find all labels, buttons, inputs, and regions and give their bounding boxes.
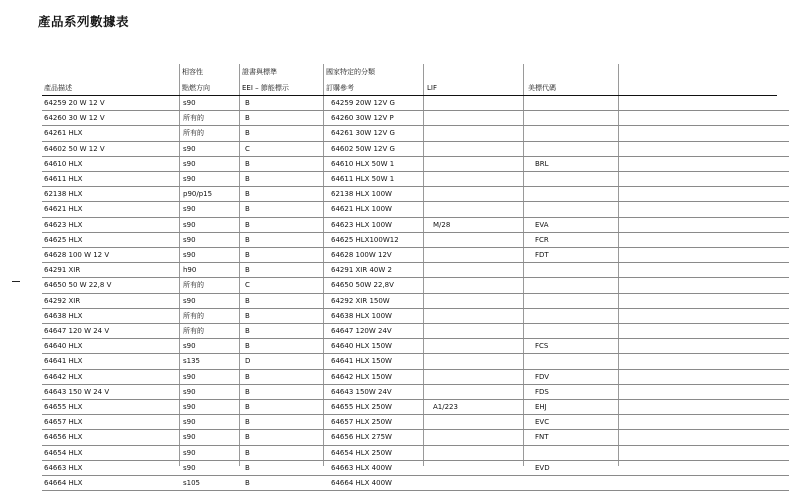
cell-us-code: FNT [533,430,630,445]
table-row [42,156,789,171]
table-row [42,415,789,430]
cell-desc: 64628 100 W 12 V [42,248,181,263]
cell-desc: 64654 HLX [42,445,181,460]
column-header-lif: LIF [427,84,437,92]
cell-us-code: EVA [533,217,630,232]
cell-desc: 64259 20 W 12 V [42,96,181,111]
cell-lif [431,476,533,491]
cell-order-ref: 64640 HLX 150W [329,339,431,354]
cell-order-ref: 64621 HLX 100W [329,202,431,217]
table-row [42,111,789,126]
cell-desc: 64664 HLX [42,476,181,491]
cell-empty [630,172,789,187]
cell-burn: s90 [181,248,243,263]
cell-empty [630,202,789,217]
cell-order-ref: 64611 HLX 50W 1 [329,172,431,187]
cell-burn: 所有的 [181,278,243,293]
table-row [42,278,789,293]
cell-order-ref: 64655 HLX 250W [329,400,431,415]
cell-us-code: EHJ [533,400,630,415]
column-header-burn: 點燃方向 [182,84,210,92]
cell-eei: B [243,400,329,415]
cell-lif [431,156,533,171]
cell-burn: 所有的 [181,324,243,339]
cell-desc: 64641 HLX [42,354,181,369]
group-header-compat: 相容性 [182,68,203,76]
table-row [42,141,789,156]
cell-eei: B [243,202,329,217]
table-row [42,96,789,111]
cell-eei: B [243,384,329,399]
cell-lif [431,248,533,263]
cell-eei: B [243,415,329,430]
cell-us-code [533,111,630,126]
cell-burn: s90 [181,232,243,247]
cell-lif [431,96,533,111]
cell-eei: B [243,96,329,111]
cell-lif [431,354,533,369]
cell-desc: 64611 HLX [42,172,181,187]
cell-empty [630,460,789,475]
table-row [42,460,789,475]
cell-eei: B [243,217,329,232]
cell-empty [630,445,789,460]
group-header-country: 國家特定的分類 [326,68,375,76]
cell-burn: s90 [181,369,243,384]
cell-burn: s90 [181,217,243,232]
cell-empty [630,96,789,111]
cell-us-code [533,141,630,156]
cell-burn: s90 [181,339,243,354]
cell-burn: s90 [181,172,243,187]
cell-order-ref: 64654 HLX 250W [329,445,431,460]
cell-burn: p90/p15 [181,187,243,202]
cell-order-ref: 64259 20W 12V G [329,96,431,111]
cell-empty [630,476,789,491]
cell-us-code [533,308,630,323]
cell-desc: 64656 HLX [42,430,181,445]
table-row [42,445,789,460]
cell-empty [630,369,789,384]
cell-lif [431,111,533,126]
column-header-order-ref: 訂購參考 [326,84,354,92]
cell-us-code: BRL [533,156,630,171]
cell-burn: s90 [181,293,243,308]
cell-desc: 64642 HLX [42,369,181,384]
cell-desc: 62138 HLX [42,187,181,202]
cell-eei: B [243,369,329,384]
cell-order-ref: 64628 100W 12V [329,248,431,263]
cell-desc: 64663 HLX [42,460,181,475]
cell-desc: 64655 HLX [42,400,181,415]
cell-eei: B [243,476,329,491]
cell-us-code [533,172,630,187]
cell-eei: B [243,111,329,126]
cell-empty [630,324,789,339]
table-row [42,400,789,415]
cell-burn: s105 [181,476,243,491]
cell-order-ref: 64292 XIR 150W [329,293,431,308]
cell-empty [630,415,789,430]
cell-order-ref: 64647 120W 24V [329,324,431,339]
table-row [42,126,789,141]
cell-desc: 64643 150 W 24 V [42,384,181,399]
cell-order-ref: 64642 HLX 150W [329,369,431,384]
cell-empty [630,278,789,293]
cell-lif [431,384,533,399]
cell-desc: 64291 XIR [42,263,181,278]
cell-empty [630,263,789,278]
cell-eei: B [243,232,329,247]
cell-eei: B [243,293,329,308]
table-row [42,293,789,308]
cell-desc: 64292 XIR [42,293,181,308]
cell-order-ref: 64650 50W 22,8V [329,278,431,293]
cell-lif [431,187,533,202]
cell-empty [630,126,789,141]
cell-us-code [533,476,630,491]
cell-us-code [533,126,630,141]
cell-lif [431,369,533,384]
cell-empty [630,232,789,247]
cell-order-ref: 64260 30W 12V P [329,111,431,126]
cell-desc: 64638 HLX [42,308,181,323]
cell-order-ref: 64625 HLX100W12 [329,232,431,247]
cell-burn: s90 [181,96,243,111]
cell-empty [630,293,789,308]
table-row [42,232,789,247]
margin-mark [12,281,20,282]
cell-empty [630,400,789,415]
cell-order-ref: 64602 50W 12V G [329,141,431,156]
cell-eei: B [243,339,329,354]
cell-empty [630,384,789,399]
cell-lif [431,278,533,293]
cell-eei: C [243,278,329,293]
cell-desc: 64623 HLX [42,217,181,232]
cell-us-code: FDT [533,248,630,263]
table-row [42,172,789,187]
cell-desc: 64261 HLX [42,126,181,141]
cell-lif [431,415,533,430]
cell-burn: s90 [181,202,243,217]
cell-order-ref: 64664 HLX 400W [329,476,431,491]
column-header-us-code: 美標代碼 [528,84,556,92]
cell-us-code [533,354,630,369]
cell-empty [630,156,789,171]
cell-lif [431,430,533,445]
column-header-desc: 產品描述 [44,84,72,92]
cell-burn: 所有的 [181,126,243,141]
column-header-eei: EEI – 節能標示 [242,84,289,92]
cell-order-ref: 64291 XIR 40W 2 [329,263,431,278]
table-row [42,369,789,384]
cell-eei: B [243,445,329,460]
cell-eei: B [243,156,329,171]
cell-order-ref: 64610 HLX 50W 1 [329,156,431,171]
cell-eei: C [243,141,329,156]
cell-lif [431,232,533,247]
cell-eei: B [243,460,329,475]
cell-lif: M/28 [431,217,533,232]
cell-us-code [533,445,630,460]
cell-desc: 64621 HLX [42,202,181,217]
table-row [42,430,789,445]
cell-us-code [533,278,630,293]
cell-empty [630,308,789,323]
cell-desc: 64657 HLX [42,415,181,430]
cell-us-code [533,187,630,202]
cell-burn: s90 [181,141,243,156]
table-row [42,263,789,278]
cell-eei: B [243,324,329,339]
table-row [42,202,789,217]
cell-burn: 所有的 [181,111,243,126]
table-row [42,217,789,232]
cell-order-ref: 64663 HLX 400W [329,460,431,475]
cell-us-code [533,96,630,111]
cell-us-code [533,324,630,339]
cell-lif [431,202,533,217]
cell-burn: s90 [181,415,243,430]
cell-order-ref: 64623 HLX 100W [329,217,431,232]
cell-us-code: FDV [533,369,630,384]
cell-burn: s90 [181,460,243,475]
cell-desc: 64647 120 W 24 V [42,324,181,339]
cell-us-code: FDS [533,384,630,399]
cell-burn: s135 [181,354,243,369]
cell-empty [630,339,789,354]
cell-burn: s90 [181,156,243,171]
cell-us-code: EVC [533,415,630,430]
cell-desc: 64650 50 W 22,8 V [42,278,181,293]
table-row [42,324,789,339]
cell-us-code: EVD [533,460,630,475]
cell-eei: B [243,248,329,263]
cell-eei: B [243,308,329,323]
cell-eei: B [243,187,329,202]
cell-us-code [533,202,630,217]
cell-burn: s90 [181,445,243,460]
cell-order-ref: 64261 30W 12V G [329,126,431,141]
cell-burn: s90 [181,430,243,445]
cell-eei: B [243,172,329,187]
cell-burn: s90 [181,400,243,415]
cell-burn: s90 [181,384,243,399]
cell-empty [630,354,789,369]
cell-lif [431,172,533,187]
product-table [42,96,789,491]
cell-burn: h90 [181,263,243,278]
cell-order-ref: 64641 HLX 150W [329,354,431,369]
cell-empty [630,111,789,126]
group-header-cert: 證書與標準 [242,68,277,76]
table-row [42,476,789,491]
cell-empty [630,430,789,445]
cell-desc: 64625 HLX [42,232,181,247]
cell-lif [431,324,533,339]
cell-us-code: FCS [533,339,630,354]
cell-order-ref: 62138 HLX 100W [329,187,431,202]
cell-us-code [533,293,630,308]
page-title: 產品系列數據表 [38,14,130,29]
cell-lif [431,293,533,308]
cell-order-ref: 64643 150W 24V [329,384,431,399]
table-row [42,248,789,263]
cell-eei: B [243,263,329,278]
cell-empty [630,141,789,156]
cell-lif [431,141,533,156]
cell-empty [630,217,789,232]
table-row [42,339,789,354]
cell-lif [431,263,533,278]
cell-order-ref: 64656 HLX 275W [329,430,431,445]
cell-lif [431,445,533,460]
cell-empty [630,248,789,263]
cell-lif [431,126,533,141]
cell-desc: 64602 50 W 12 V [42,141,181,156]
cell-eei: D [243,354,329,369]
cell-eei: B [243,430,329,445]
cell-desc: 64260 30 W 12 V [42,111,181,126]
cell-eei: B [243,126,329,141]
cell-burn: 所有的 [181,308,243,323]
cell-lif [431,339,533,354]
table-row [42,354,789,369]
cell-lif: A1/223 [431,400,533,415]
cell-order-ref: 64657 HLX 250W [329,415,431,430]
cell-empty [630,187,789,202]
cell-desc: 64610 HLX [42,156,181,171]
cell-lif [431,460,533,475]
cell-lif [431,308,533,323]
table-row [42,384,789,399]
cell-us-code: FCR [533,232,630,247]
cell-desc: 64640 HLX [42,339,181,354]
cell-order-ref: 64638 HLX 100W [329,308,431,323]
table-row [42,187,789,202]
cell-us-code [533,263,630,278]
table-row [42,308,789,323]
